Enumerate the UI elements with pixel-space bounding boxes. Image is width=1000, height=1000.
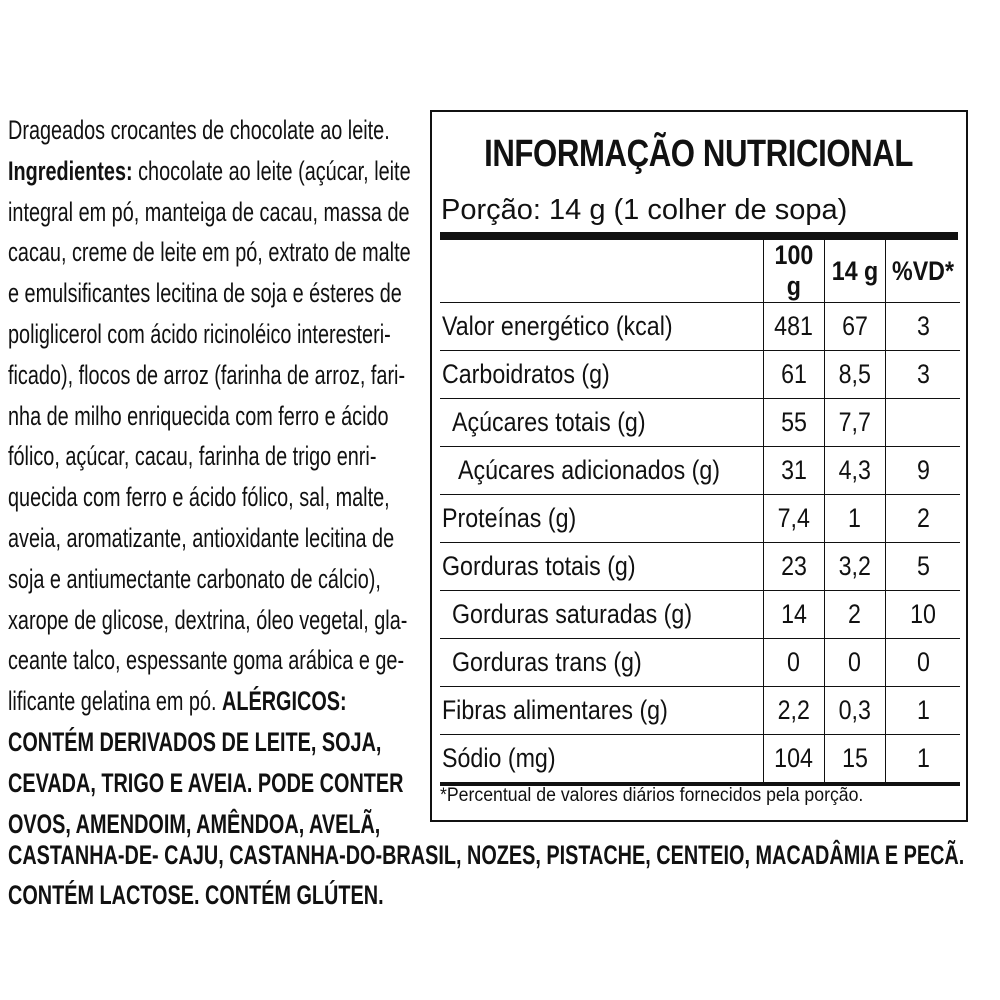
portion-size: Porção: 14 g (1 colher de sopa) [441, 194, 848, 226]
value-100g: 104 [763, 735, 824, 785]
value-vd: 3 [886, 351, 960, 399]
table-row [440, 687, 960, 735]
ingredients-line: poliglicerol com ácido ricinoléico interesteri- [8, 318, 391, 349]
divider-bar [440, 232, 958, 240]
value-vd: 2 [886, 495, 960, 543]
ingredients-line: lificante gelatina em pó. ALÉRGICOS: [8, 686, 347, 717]
nutrient-name: Gorduras saturadas (g) [440, 591, 763, 639]
value-14g: 0,3 [824, 687, 886, 735]
ingredients-text [8, 110, 420, 844]
daily-value-footnote: *Percentual de valores diários fornecidos pela porção. [440, 785, 864, 806]
product-description: Drageados crocantes de chocolate ao leite. [8, 115, 390, 145]
table-row [440, 351, 960, 399]
value-vd: 5 [886, 543, 960, 591]
nutrient-name: Carboidratos (g) [440, 351, 763, 399]
ingredients-line: integral em pó, manteiga de cacau, massa de [8, 196, 410, 227]
value-vd: 1 [886, 735, 960, 785]
lactose-gluten-line: CONTÉM LACTOSE. CONTÉM GLÚTEN. [8, 880, 384, 910]
table-row [440, 399, 960, 447]
value-14g: 15 [824, 735, 886, 785]
value-14g: 0 [824, 639, 886, 687]
value-14g: 1 [824, 495, 886, 543]
ingredients-line: quecida com ferro e ácido fólico, sal, malte, [8, 482, 390, 513]
value-vd: 3 [886, 303, 960, 351]
value-100g: 14 [763, 591, 824, 639]
value-vd: 1 [886, 687, 960, 735]
allergens-label: ALÉRGICOS: [222, 686, 347, 717]
value-100g: 481 [763, 303, 824, 351]
value-14g: 3,2 [824, 543, 886, 591]
value-vd [886, 399, 960, 447]
ingredients-line: Ingredientes: chocolate ao leite (açúcar, leite [8, 155, 411, 186]
value-100g: 55 [763, 399, 824, 447]
header-14g: 14 g [824, 240, 886, 303]
allergens-line: CEVADA, TRIGO E AVEIA. PODE CONTER [8, 767, 404, 798]
value-14g: 67 [824, 303, 886, 351]
value-100g: 61 [763, 351, 824, 399]
header-100g: 100 g [763, 240, 824, 303]
ingredients-line: aveia, aromatizante, antioxidante lecitina de [8, 522, 395, 553]
table-row [440, 303, 960, 351]
nutrient-name: Valor energético (kcal) [440, 303, 763, 351]
ingredients-line: ceante talco, espessante goma arábica e ge- [8, 645, 405, 676]
value-14g: 4,3 [824, 447, 886, 495]
value-vd: 9 [886, 447, 960, 495]
value-vd: 10 [886, 591, 960, 639]
header-blank [440, 240, 763, 303]
ingredients-line: fólico, açúcar, cacau, farinha de trigo enri- [8, 441, 377, 472]
value-100g: 7,4 [763, 495, 824, 543]
ingredients-line: e emulsificantes lecitina de soja e ésteres de [8, 278, 402, 309]
value-vd: 0 [886, 639, 960, 687]
nutrient-name: Fibras alimentares (g) [440, 687, 763, 735]
nutrient-name: Sódio (mg) [440, 735, 763, 785]
value-100g: 23 [763, 543, 824, 591]
table-row [440, 591, 960, 639]
table-row [440, 543, 960, 591]
ingredients-line: ficado), flocos de arroz (farinha de arroz, fari- [8, 359, 406, 390]
value-100g: 31 [763, 447, 824, 495]
table-row [440, 447, 960, 495]
ingredients-line: xarope de glicose, dextrina, óleo vegetal, gla- [8, 604, 408, 635]
nutrition-facts-panel [430, 110, 968, 822]
allergens-continuation [8, 835, 978, 915]
value-14g: 8,5 [824, 351, 886, 399]
table-row [440, 495, 960, 543]
allergens-line: CONTÉM DERIVADOS DE LEITE, SOJA, [8, 726, 382, 757]
value-100g: 0 [763, 639, 824, 687]
ingredients-line: soja e antiumectante carbonato de cálcio), [8, 563, 381, 594]
nutrient-name: Açúcares adicionados (g) [440, 447, 763, 495]
ingredients-label: Ingredientes: [8, 155, 133, 186]
nutrient-name: Proteínas (g) [440, 495, 763, 543]
nutrient-name: Açúcares totais (g) [440, 399, 763, 447]
value-14g: 2 [824, 591, 886, 639]
table-row [440, 639, 960, 687]
value-14g: 7,7 [824, 399, 886, 447]
header-vd: %VD* [886, 240, 960, 303]
nutrient-name: Gorduras totais (g) [440, 543, 763, 591]
value-100g: 2,2 [763, 687, 824, 735]
ingredients-line: nha de milho enriquecida com ferro e ácido [8, 400, 389, 431]
table-row [440, 735, 960, 785]
allergens-line: CASTANHA-DE- CAJU, CASTANHA-DO-BRASIL, NOZES, PISTACHE, CENTEIO, MACADÂMIA E PECÃ. [8, 840, 965, 870]
nutrition-table [440, 240, 960, 786]
nutrient-name: Gorduras trans (g) [440, 639, 763, 687]
table-header-row [440, 240, 960, 303]
nutrition-title: INFORMAÇÃO NUTRICIONAL [484, 133, 914, 175]
allergens-line: OVOS, AMENDOIM, AMÊNDOA, AVELÃ, [8, 808, 381, 839]
ingredients-line: cacau, creme de leite em pó, extrato de malte [8, 237, 411, 268]
